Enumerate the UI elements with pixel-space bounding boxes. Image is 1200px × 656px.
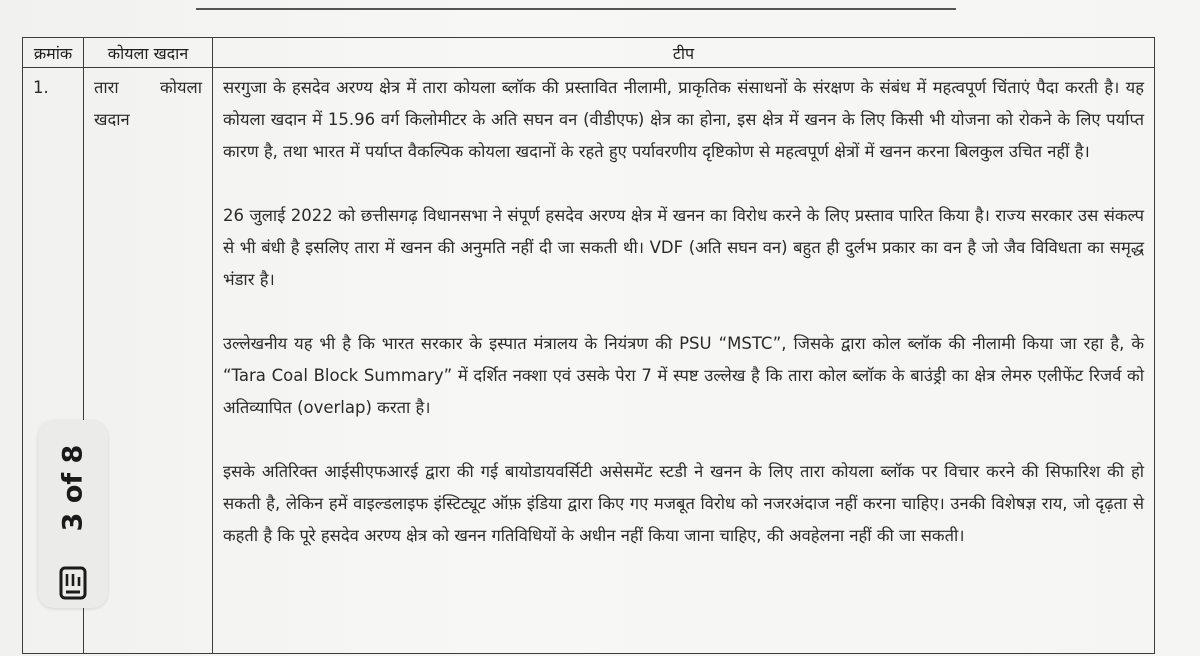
header-coal-mine: कोयला खदान bbox=[84, 38, 213, 68]
remark-paragraph-4: इसके अतिरिक्त आईसीएफआरई द्वारा की गई बायोडायवर्सिटी असेसमेंट स्टडी ने खनन के लिए तारा कोयला ब्लॉक पर विचार करने की सिफारिश की हो सकती है, लेकिन हमें वाइल्डलाइफ इंस्टिट्यूट ऑफ़ इंडिया द्वारा किए गए मजबूत विरोध को नजरअंदाज नहीं करना चाहिए। उनकी विशेषज्ञ राय, जो दृढ़ता से कहती है कि पूरे हसदेव अरण्य क्षेत्र को खनन गतिविधियों के अधीन नहीं किया जाना चाहिए, की अवहेलना नहीं की जा सकती। bbox=[223, 462, 1144, 545]
header-serial: क्रमांक bbox=[23, 38, 84, 68]
serial-number-cell: 1. bbox=[23, 68, 84, 654]
coal-mine-remarks-table bbox=[22, 37, 1155, 654]
table-header-row bbox=[23, 38, 1155, 68]
remark-paragraph-2: 26 जुलाई 2022 को छत्तीसगढ़ विधानसभा ने संपूर्ण हसदेव अरण्य क्षेत्र में खनन का विरोध करने के लिए प्रस्ताव पारित किया है। राज्य सरकार उस संकल्प से भी बंधी है इसलिए तारा में खनन की अनुमति नहीं दी जा सकती थी। VDF (अति सघन वन) बहुत ही दुर्लभ प्रकार का वन है जो जैव विविधता का समृद्ध भंडार है। bbox=[223, 206, 1144, 289]
coal-mine-name-cell: तारा कोयला खदान bbox=[84, 68, 213, 654]
remark-cell bbox=[213, 68, 1155, 654]
cropped-heading-underline bbox=[196, 0, 956, 10]
document-pages-icon bbox=[59, 566, 87, 600]
page-indicator-badge[interactable] bbox=[38, 420, 108, 608]
header-remark: टीप bbox=[213, 38, 1155, 68]
remark-paragraph-3: उल्लेखनीय यह भी है कि भारत सरकार के इस्पात मंत्रालय के नियंत्रण की PSU “MSTC”, जिसके द्वारा कोल ब्लॉक की नीलामी किया जा रहा है, के “Tara Coal Block Summary” में दर्शित नक्शा एवं उसके पेरा 7 में स्पष्ट उल्लेख है कि तारा कोल ब्लॉक के बाउंड्री का क्षेत्र लेमरु एलीफेंट रिजर्व को अतिव्यापित (overlap) करता है। bbox=[223, 334, 1144, 417]
table-row bbox=[23, 68, 1155, 654]
remark-paragraph-1: सरगुजा के हसदेव अरण्य क्षेत्र में तारा कोयला ब्लॉक की प्रस्तावित नीलामी, प्राकृतिक संसाधनों के संरक्षण के संबंध में महत्वपूर्ण चिंताएं पैदा करती है। यह कोयला खदान में 15.96 वर्ग किलोमीटर के अति सघन वन (वीडीएफ) क्षेत्र का होना, इस क्षेत्र में खनन के लिए किसी भी योजना को रोकने के लिए पर्याप्त कारण है, तथा भारत में पर्याप्त वैकल्पिक कोयला खदानों के रहते हुए पर्यावरणीय दृष्टिकोण से महत्वपूर्ण क्षेत्रों में खनन करना बिलकुल उचित नहीं है। bbox=[223, 78, 1144, 161]
page-count-label: 3 of 8 bbox=[57, 444, 89, 532]
